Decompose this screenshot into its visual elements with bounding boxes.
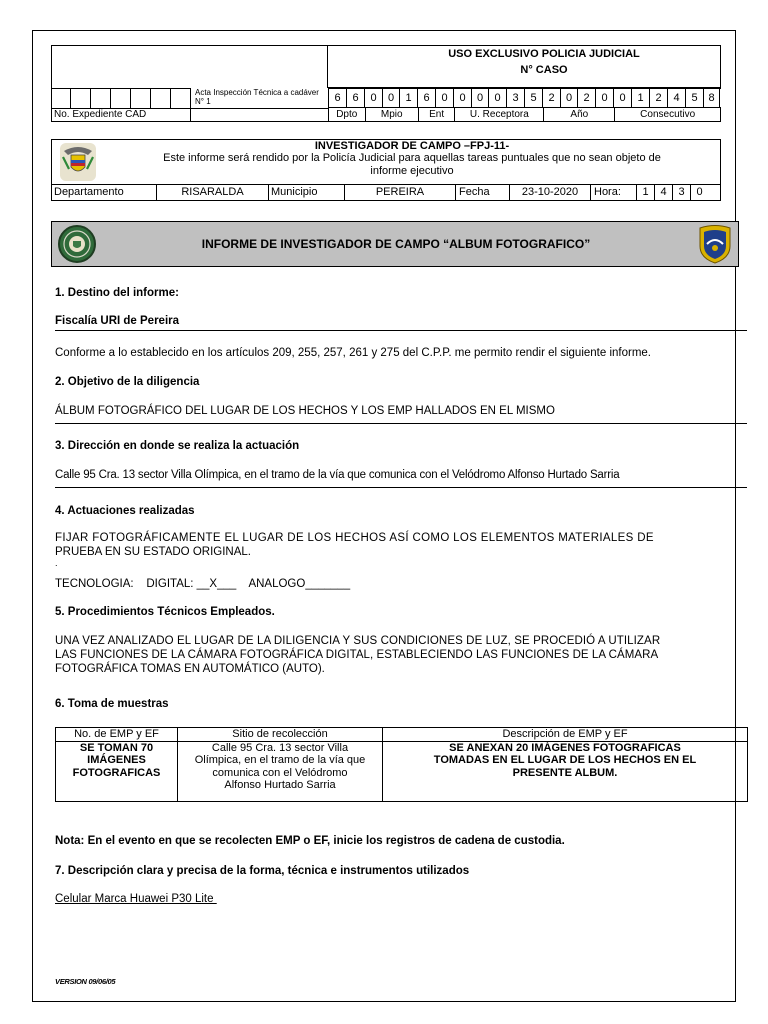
expediente-label: No. Expediente CAD	[51, 108, 191, 122]
label-anio: Año	[543, 108, 614, 121]
section-5-title: 5. Procedimientos Técnicos Empleados.	[55, 606, 275, 618]
municipio-value: PEREIRA	[345, 185, 456, 200]
location-row	[51, 185, 721, 201]
form-title-block	[51, 139, 721, 185]
municipio-label: Municipio	[269, 185, 345, 200]
header-cell: No. de EMP y EF	[56, 728, 178, 742]
samples-table	[55, 727, 748, 802]
label-mpio: Mpio	[365, 108, 418, 121]
cell-line: FOTOGRAFICAS	[72, 766, 161, 779]
section-2-title: 2. Objetivo de la diligencia	[55, 376, 200, 388]
section-7-value: Celular Marca Huawei P30 Lite	[55, 893, 217, 905]
colombia-coat-of-arms-icon	[60, 143, 96, 181]
fecha-label: Fecha	[456, 185, 510, 200]
label-u-receptora: U. Receptora	[454, 108, 543, 121]
hora-digit: 0	[696, 186, 703, 198]
departamento-value: RISARALDA	[157, 185, 269, 200]
uso-exclusivo-title: USO EXCLUSIVO POLICIA JUDICIAL	[448, 48, 640, 60]
report-banner	[51, 221, 739, 267]
case-digit: 4	[667, 89, 685, 107]
case-digit: 0	[595, 89, 613, 107]
form-subtitle-line2: informe ejecutivo	[370, 165, 454, 177]
section-5-line3: FOTOGRÁFICA TOMAS EN AUTOMÁTICO (AUTO).	[55, 663, 325, 675]
case-digit: 0	[453, 89, 471, 107]
case-digit: 0	[382, 89, 399, 107]
section-4-line2: PRUEBA EN SU ESTADO ORIGINAL.	[55, 546, 251, 558]
banner-title: INFORME DE INVESTIGADOR DE CAMPO “ALBUM FOTOGRAFICO”	[201, 237, 591, 251]
case-digit: 0	[471, 89, 488, 107]
section-2-value: ÁLBUM FOTOGRÁFICO DEL LUGAR DE LOS HECHOS Y LOS EMP HALLADOS EN EL MISMO	[55, 405, 555, 417]
no-caso-title: N° CASO	[520, 64, 568, 76]
case-digit: 2	[542, 89, 560, 107]
emp-count-cell	[56, 741, 178, 801]
case-digit: 0	[560, 89, 577, 107]
nota-text: Nota: En el evento en que se recolecten EMP o EF, inicie los registros de cadena de custodia.	[55, 835, 565, 847]
case-digit: 5	[524, 89, 542, 107]
uso-exclusivo-block	[328, 45, 721, 88]
shield-emblem-icon	[698, 224, 732, 264]
case-digit: 3	[506, 89, 524, 107]
form-subtitle-line1: Este informe será rendido por la Policía Judicial para aquellas tareas puntuales que no sean objeto de	[163, 152, 661, 164]
section-1-text: Conforme a lo establecido en los artículos 209, 255, 257, 261 y 275 del C.P.P. me permito rendir el siguiente informe.	[55, 347, 652, 359]
divider	[55, 330, 747, 331]
header-cell: Sitio de recolección	[178, 728, 383, 742]
collection-site-cell	[178, 741, 383, 801]
hora-digit: 4	[655, 185, 673, 200]
section-7-title: 7. Descripción clara y precisa de la forma, técnica e instrumentos utilizados	[55, 865, 470, 877]
case-digit: 2	[649, 89, 667, 107]
case-digit: 0	[488, 89, 506, 107]
cell-line: SE TOMAN 70	[79, 741, 154, 754]
case-digit: 0	[435, 89, 453, 107]
section-1-title: 1. Destino del informe:	[55, 287, 179, 299]
case-number-labels	[328, 108, 721, 122]
header-cell: Descripción de EMP y EF	[383, 728, 748, 742]
tecnologia-line: TECNOLOGIA: DIGITAL: __X___ ANALOGO_______	[55, 578, 351, 590]
cell-line: TOMADAS EN EL LUGAR DE LOS HECHOS EN EL	[433, 754, 697, 766]
case-digit: 6	[346, 89, 364, 107]
cell-line: Olímpica, en el tramo de la vía que	[194, 754, 366, 766]
case-digit: 1	[399, 89, 417, 107]
acta-label: Acta Inspección Técnica a cadáver N° 1	[195, 88, 319, 106]
section-4-dot: .	[55, 558, 58, 568]
cell-line: Calle 95 Cra. 13 sector Villa	[211, 741, 349, 754]
section-5-line1: UNA VEZ ANALIZADO EL LUGAR DE LA DILIGENCIA Y SUS CONDICIONES DE LUZ, SE PROCEDIÓ A UTILIZAR	[55, 635, 661, 647]
section-4-title: 4. Actuaciones realizadas	[55, 505, 195, 517]
case-digit: 5	[685, 89, 703, 107]
case-number-digits	[328, 88, 721, 108]
departamento-label: Departamento	[52, 185, 157, 200]
cell-line: IMÁGENES	[87, 754, 146, 766]
hora-digit: 3	[673, 185, 691, 200]
case-digit: 2	[577, 89, 595, 107]
section-3-title: 3. Dirección en donde se realiza la actuación	[55, 440, 300, 452]
section-3-value: Calle 95 Cra. 13 sector Villa Olímpica, en el tramo de la vía que comunica con el Velódromo Alfonso Hurtado Sarria	[55, 469, 620, 481]
case-digit: 1	[631, 89, 649, 107]
divider	[55, 487, 747, 488]
table-row	[56, 741, 748, 801]
section-6-title: 6. Toma de muestras	[55, 698, 169, 710]
label-dpto: Dpto	[328, 108, 365, 121]
label-ent: Ent	[418, 108, 455, 121]
samples-table-header	[56, 728, 748, 742]
hora-digit: 1	[637, 185, 655, 200]
version-label: VERSION 09/06/05	[55, 977, 116, 986]
fecha-value: 23-10-2020	[510, 185, 591, 200]
cell-line: comunica con el Velódromo	[212, 766, 348, 779]
cell-line: SE ANEXAN 20 IMÁGENES FOTOGRAFICAS	[449, 741, 681, 754]
case-digit: 0	[613, 89, 631, 107]
description-cell	[383, 741, 748, 801]
document-page	[32, 30, 736, 1002]
divider	[55, 423, 747, 424]
case-digit: 0	[364, 89, 382, 107]
section-4-line1: FIJAR FOTOGRÁFICAMENTE EL LUGAR DE LOS HECHOS ASÍ COMO LOS ELEMENTOS MATERIALES DE	[55, 532, 654, 544]
case-digit: 8	[703, 89, 720, 107]
case-digit: 6	[417, 89, 435, 107]
section-5-line2: LAS FUNCIONES DE LA CÁMARA FOTOGRÁFICA DIGITAL, ESTABLECIENDO LAS FUNCIONES DE LA CÁMARA	[55, 649, 659, 661]
hora-label: Hora:	[591, 185, 637, 200]
label-consecutivo: Consecutivo	[614, 108, 721, 121]
form-title: INVESTIGADOR DE CAMPO –FPJ-11-	[314, 140, 510, 152]
cell-line: Alfonso Hurtado Sarria	[224, 779, 336, 791]
cell-line: PRESENTE ALBUM.	[512, 766, 618, 779]
section-1-value: Fiscalía URI de Pereira	[55, 315, 180, 327]
case-digit: 6	[328, 89, 346, 107]
